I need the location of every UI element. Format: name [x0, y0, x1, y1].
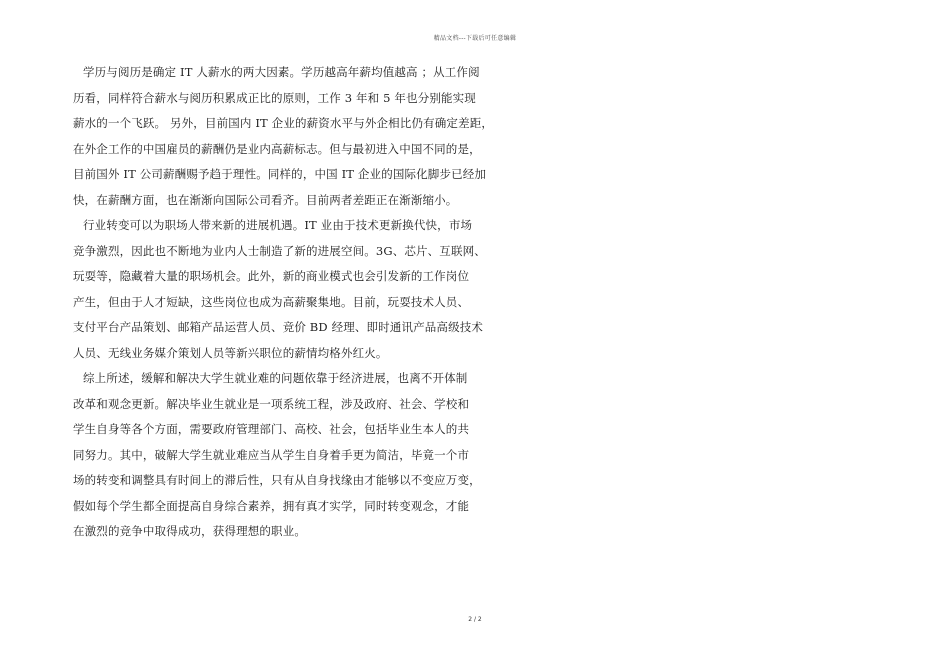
paragraph-1-line-4: 在外企工作的中国雇员的薪酬仍是业内高薪标志。但与最初进入中国不同的是，: [73, 141, 481, 156]
paragraph-1-line-3: 薪水的一个飞跃。 另外，目前国内 IT 企业的薪资水平与外企相比仍有确定差距，: [73, 116, 494, 130]
paragraph-3-line-6: 假如每个学生都全面提高自身综合素养，拥有真才实学，同时转变观念，才能: [73, 498, 470, 513]
page-header: 精品文档---下载后可任意编辑: [433, 35, 517, 42]
paragraph-1-line-5: 目前国外 IT 公司薪酬赐予趋于理性。同样的，中国 IT 企业的国际化脚步已经加: [73, 167, 487, 181]
document-body: [73, 60, 494, 545]
paragraph-2-line-5: 支付平台产品策划、邮箱产品运营人员、竞价 BD 经理、即时通讯产品高级技术: [73, 320, 484, 334]
paragraph-2-line-6: 人员、无线业务媒介策划人员等新兴职位的薪情均格外红火。: [73, 345, 388, 360]
paragraph-3-line-1: 综上所述，缓解和解决大学生就业难的问题依靠于经济进展，也离不开体制: [83, 371, 468, 385]
paragraph-1-line-6: 快，在薪酬方面，也在渐渐向国际公司看齐。目前两者差距正在渐渐缩小。: [73, 192, 458, 207]
paragraph-2-line-1: 行业转变可以为职场人带来新的进展机遇。IT 业由于技术更新换代快，市场: [83, 218, 473, 232]
paragraph-3-line-2: 改革和观念更新。解决毕业生就业是一项系统工程，涉及政府、社会、学校和: [73, 396, 470, 411]
paragraph-3-line-3: 学生自身等各个方面，需要政府管理部门、高校、社会，包括毕业生本人的共: [73, 422, 470, 436]
paragraph-3-line-7: 在激烈的竞争中取得成功，获得理想的职业。: [73, 524, 306, 538]
paragraph-1-line-2: 历看，同样符合薪水与阅历积累成正比的原则，工作 3 年和 5 年也分别能实现: [73, 90, 476, 105]
paragraph-2-line-2: 竞争激烈，因此也不断地为业内人士制造了新的进展空间。3G、芯片、互联网、: [73, 243, 486, 258]
paragraph-2-line-3: 玩耍等，隐藏着大量的职场机会。此外，新的商业模式也会引发新的工作岗位: [73, 269, 470, 283]
paragraph-1-line-1: 学历与阅历是确定 IT 人薪水的两大因素。学历越高年薪均值越高 ；从工作阅: [83, 65, 480, 79]
paragraph-3-line-4: 同努力。其中，破解大学生就业难应当从学生自身着手更为简洁，毕竟一个市: [73, 447, 470, 462]
page-number: 2 / 2: [468, 616, 482, 623]
paragraph-2-line-4: 产生，但由于人才短缺，这些岗位也成为高薪聚集地。目前，玩耍技术人员、: [73, 294, 470, 309]
paragraph-3-line-5: 场的转变和调整具有时间上的滞后性，只有从自身找缘由才能够以不变应万变，: [73, 473, 481, 487]
